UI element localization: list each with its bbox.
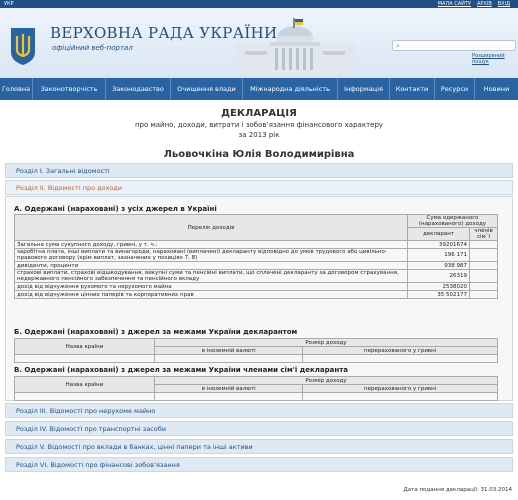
section-bank-deposits[interactable]: Розділ V. Відомості про вклади в банках, цінні папери та інші активи (5, 439, 513, 454)
col-country: Назва країни (15, 339, 155, 355)
site-subtitle: офіційний веб-портал (52, 44, 133, 52)
search-box (392, 40, 516, 51)
top-links (438, 1, 510, 7)
income-value: 39201674 (408, 241, 470, 249)
income-value: 196 171 (408, 249, 470, 262)
income-table-abroad-family (14, 376, 498, 401)
nav-legislation[interactable]: Законодавство (106, 78, 171, 100)
income-label: дохід від відчуження цінних паперів та корпоративних прав (15, 291, 408, 299)
income-heading-c: В. Одержані (нараховані) з джерел за межами України членами сім'ї декларанта (14, 366, 349, 374)
table-row (15, 393, 498, 401)
nav-contacts[interactable]: Контакти (390, 78, 435, 100)
table-row (15, 262, 498, 270)
top-bar (0, 0, 518, 8)
income-label: страхові виплати, страхові відшкодування, викупні суми та пенсійні виплати, що сплачені декларанту за договором страхування, недержавного пенсійного забезпечення та пенсійного вкладу (15, 270, 408, 283)
section-financial-obligations[interactable]: Розділ VI. Відомості про фінансові зобов’язання (5, 457, 513, 472)
family-value (470, 291, 498, 299)
income-label: дохід від відчуження рухомого та нерухомого майна (15, 283, 408, 291)
section-vehicles[interactable]: Розділ IV. Відомості про транспортні засоби (5, 421, 513, 436)
section-real-estate[interactable]: Розділ ІІІ. Відомості про нерухоме майно (5, 403, 513, 418)
nav-information[interactable]: Інформація (338, 78, 390, 100)
trident-crest-icon (8, 26, 38, 66)
col-foreign-currency: в іноземній валюті (155, 385, 303, 393)
nav-news[interactable]: Новини (483, 85, 510, 93)
table-row (15, 283, 498, 291)
col-income-sum: Сума одержаного (нарахованого) доходу (408, 215, 498, 228)
site-header (0, 8, 518, 78)
col-income-list: Перелік доходів (15, 215, 408, 241)
search-icon[interactable]: ⌕ (396, 42, 400, 50)
declaration-description: про майно, доходи, витрати і зобов’язання фінансового характеру (134, 121, 384, 129)
search-input[interactable] (405, 42, 513, 49)
family-value (470, 241, 498, 249)
family-value (470, 249, 498, 262)
submission-date: Дата подання декларації: 31.03.2014 (403, 487, 512, 493)
declaration-year: за 2013 рік (238, 131, 280, 139)
table-row (15, 241, 498, 249)
col-declarant: декларант (408, 228, 470, 241)
nav-lustration[interactable]: Очищення влади (171, 78, 243, 100)
income-table-ukraine (14, 214, 498, 299)
sitemap-link[interactable]: МАПА САЙТУ (437, 1, 471, 7)
col-family: членів сім`ї (470, 228, 498, 241)
main-nav (0, 78, 518, 100)
nav-resources[interactable]: Ресурси (435, 78, 475, 100)
section-income[interactable]: Розділ ІІ. Відомості про доходи (5, 180, 513, 195)
language-switch[interactable]: УКР (4, 1, 14, 7)
family-value (470, 262, 498, 270)
col-uah: перерахованого у гривні (303, 385, 498, 393)
income-table-abroad-declarant (14, 338, 498, 363)
section-general-info[interactable]: Розділ І. Загальні відомості (5, 163, 513, 178)
parliament-building-image (215, 18, 375, 78)
income-label: дивіденти, проценти (15, 262, 408, 270)
income-label: заробітна плата, інші виплати та винагороди, нараховані (виплачені) декларанту відповідно до умов трудового або цивільно-правового договору (крім виплат, зазначених у позиціях 7, 8) (15, 249, 408, 262)
table-row (15, 249, 498, 262)
archive-link[interactable]: АРХІВ (476, 1, 492, 7)
col-country: Назва країни (15, 377, 155, 393)
declaration-title: ДЕКЛАРАЦІЯ (221, 108, 297, 119)
login-link[interactable]: ВХІД (497, 1, 510, 7)
table-row (15, 355, 498, 363)
table-row (15, 270, 498, 283)
income-value: 2538020 (408, 283, 470, 291)
advanced-search-link[interactable]: Розширений пошук (472, 53, 505, 65)
site-title[interactable]: ВЕРХОВНА РАДА УКРАЇНИ (50, 24, 278, 42)
nav-international[interactable]: Міжнародна діяльність (243, 78, 338, 100)
nav-lawmaking[interactable]: Законотворчість (33, 78, 106, 100)
income-heading-a: А. Одержані (нараховані) з усіх джерел в Україні (14, 205, 217, 213)
nav-home[interactable]: Головна (0, 78, 33, 100)
family-value (470, 270, 498, 283)
income-value: 35 502177 (408, 291, 470, 299)
income-value: 26319 (408, 270, 470, 283)
income-heading-b: Б. Одержані (нараховані) з джерел за межами України декларантом (14, 328, 298, 336)
declarant-name: Льовочкіна Юлія Володимирівна (163, 149, 355, 160)
income-value: 938 987 (408, 262, 470, 270)
col-uah: перерахованого у гривні (303, 347, 498, 355)
income-label: Загальна сума сукупного доходу, гривні, у т. ч.: (15, 241, 408, 249)
col-amount: Розмір доходу (155, 339, 498, 347)
table-row (15, 291, 498, 299)
family-value (470, 283, 498, 291)
col-amount: Розмір доходу (155, 377, 498, 385)
col-foreign-currency: в іноземній валюті (155, 347, 303, 355)
